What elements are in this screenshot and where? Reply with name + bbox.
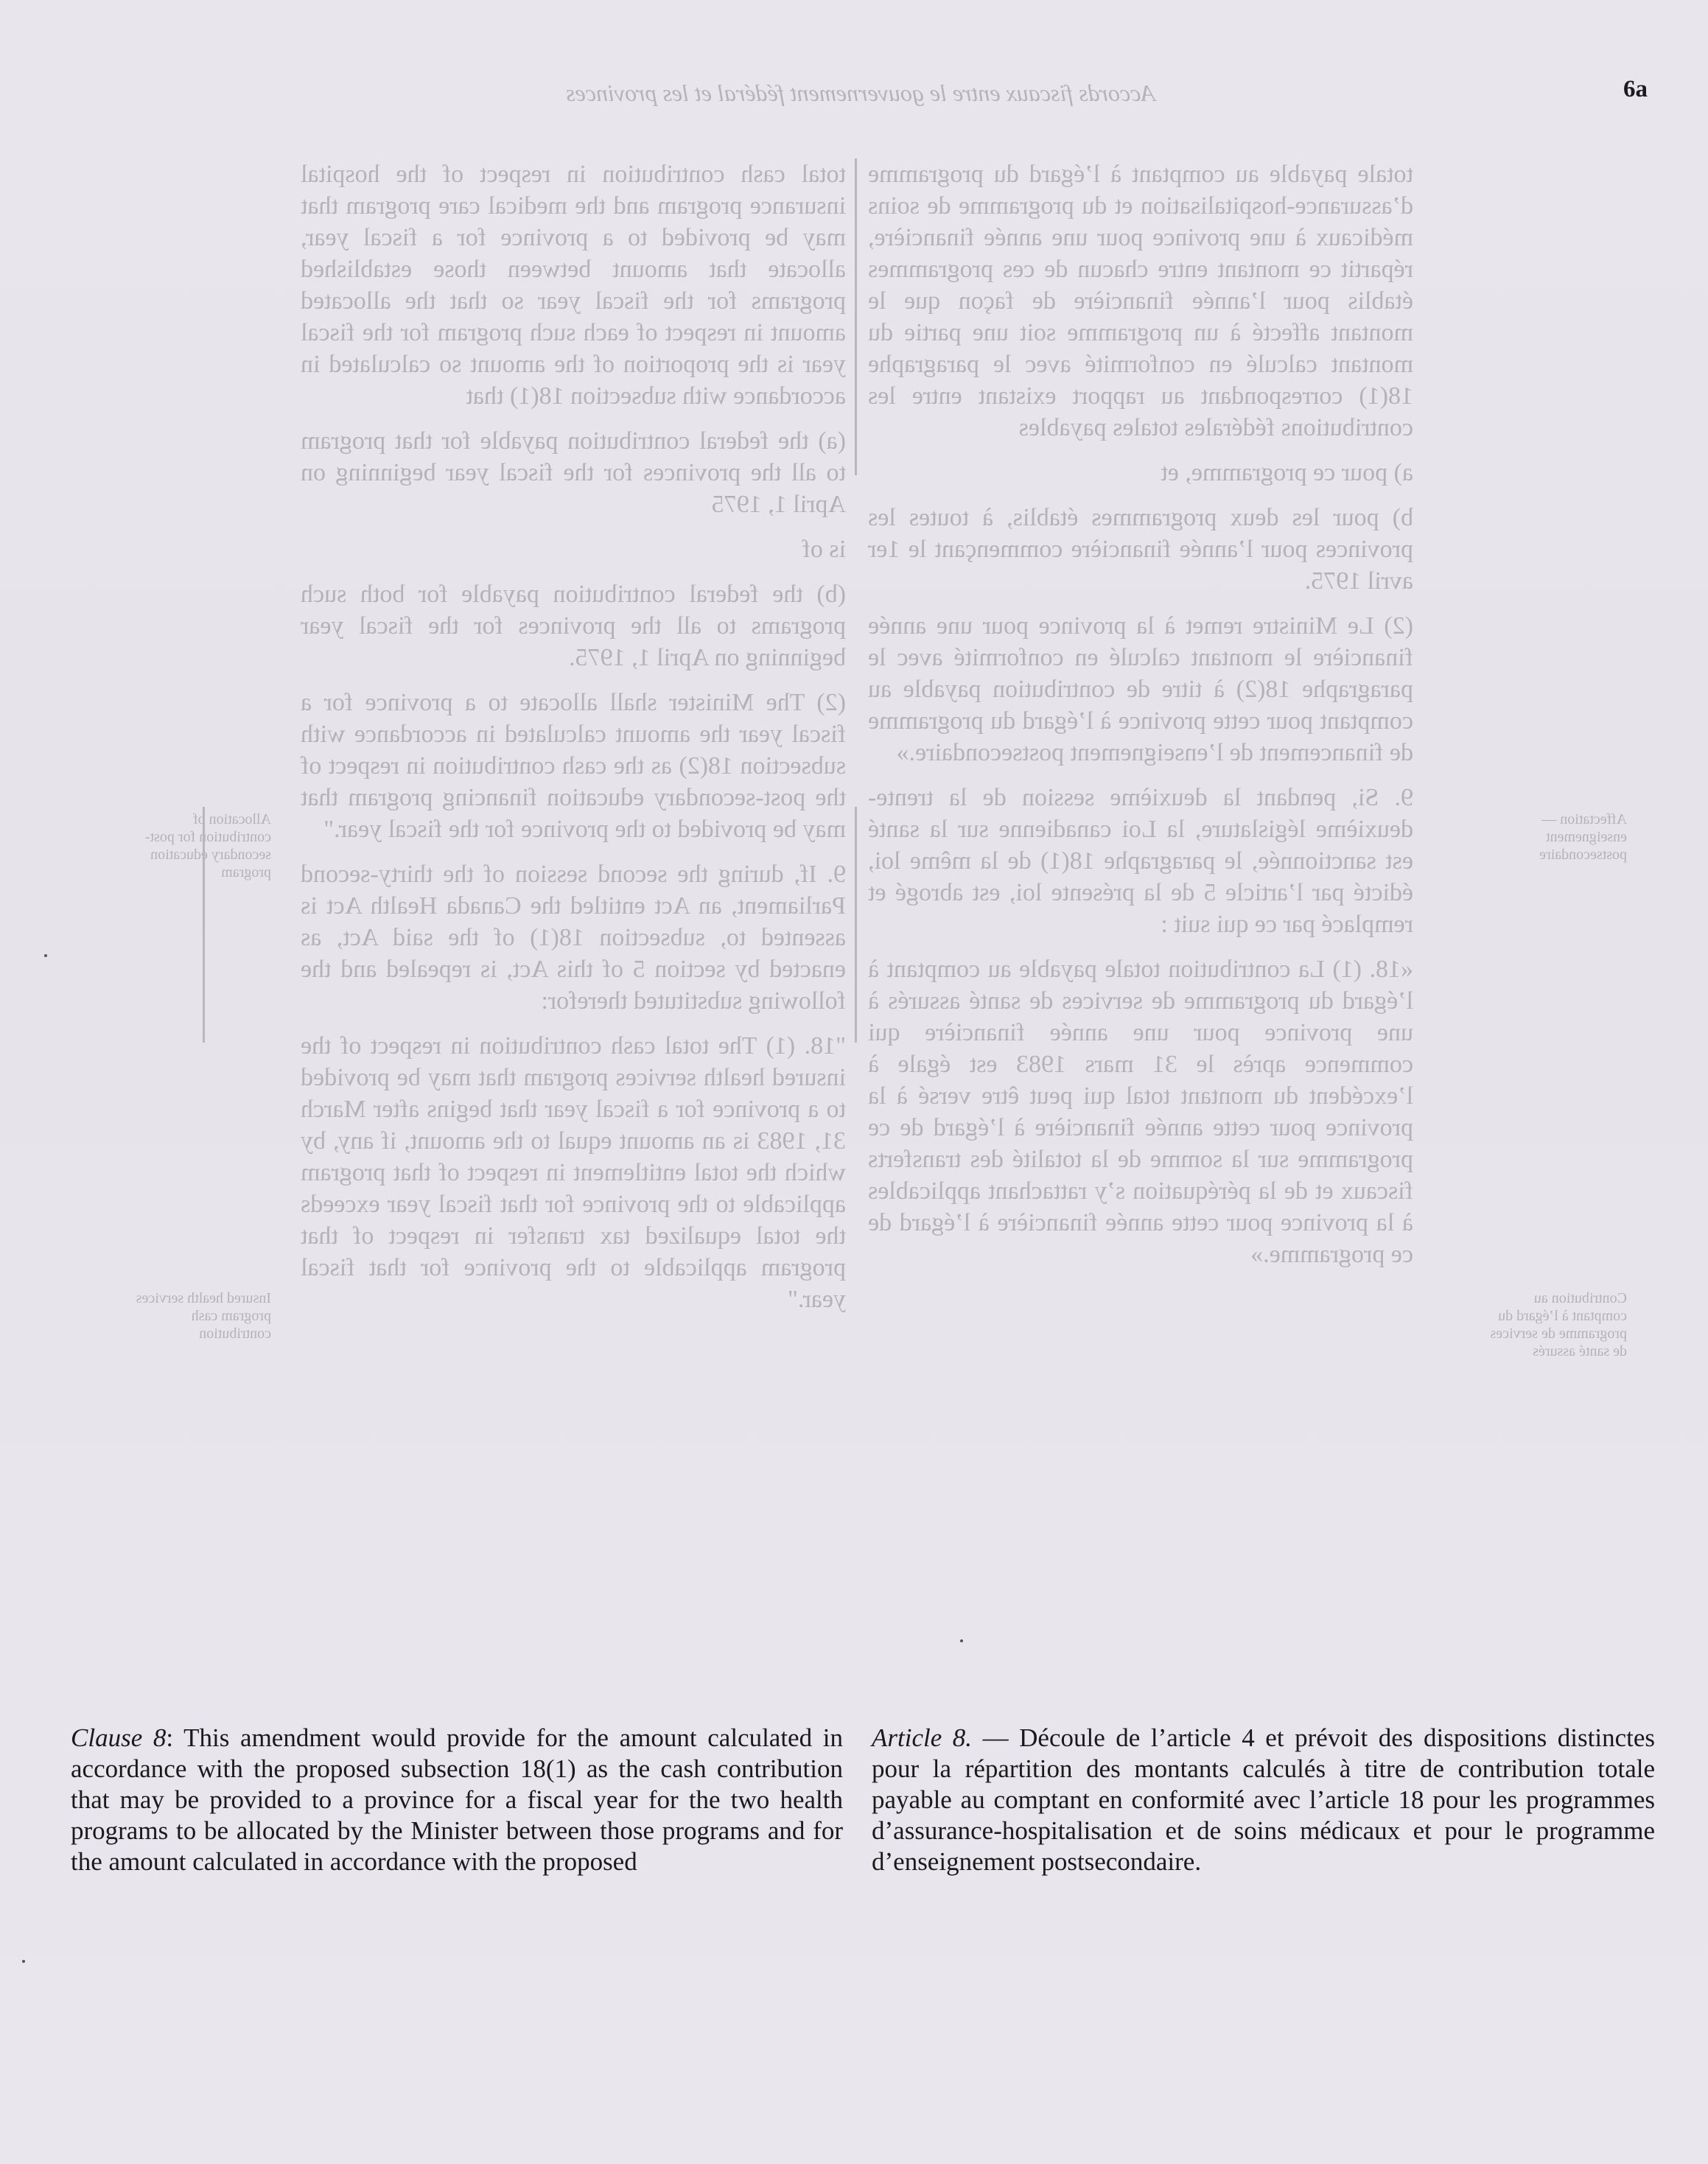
page-number: 6a [1623, 76, 1648, 102]
bleed-through-header: Accords fiscaux entre le gouvernement fédéral et les provinces [566, 80, 1155, 106]
clause-note-french [872, 1723, 1655, 1877]
bleed-through-margin-note: Contribution au comptant à l’égard du programme de services de santé assurés [1490, 1290, 1627, 1359]
bleed-through-rule [855, 158, 857, 475]
bleed-through-margin-note: Affectation — enseignement postsecondaire [1539, 811, 1627, 863]
explanatory-notes [71, 1723, 1655, 1944]
bleed-through-paragraph: (2) The Minister shall allocate to a province for a fiscal year the amount calculated in accordance with subsection 18(2) as the cash contribution in respect of the post-secondary education financing program that may be provided to the province for the fiscal year." [301, 689, 846, 843]
bleed-through-paragraph: is of [802, 536, 846, 563]
bleed-through-right-column [868, 158, 1413, 1284]
bleed-through-paragraph: (2) Le Ministre remet à la province pour une année financière le montant calculé en conformité avec le paragraphe 18(2) à titre de contribution payable au comptant pour cette province à l’égard du programme de financement de l’enseignement postsecondaire.» [868, 612, 1413, 766]
bleed-through-paragraph: b) pour les deux programmes établis, à toutes les provinces pour l’année financière commençant le 1er avril 1975. [868, 504, 1413, 595]
bleed-through-paragraph: (a) the federal contribution payable for that program to all the provinces for the fiscal year beginning on April 1, 1975 [301, 427, 846, 518]
clause-text: : This amendment would provide for the amount calculated in accordance with the proposed subsection 18(1) as the cash contribution that may be provided to a province for a fiscal year for the two health programs to be allocated by the Minister between those programs and for the amount calculated in accordance with the proposed [71, 1723, 843, 1876]
article-label: Article 8. [872, 1723, 973, 1752]
article-text: — Découle de l’article 4 et prévoit des dispositions distinctes pour la répartition des montants calculés à titre de contribution totale payable au comptant en conformité avec l’article 18 pour les programmes d’assurance-hospitalisation et de soins médicaux et pour le programme d’enseignement postsecondaire. [872, 1723, 1655, 1876]
clause-note-english [71, 1723, 843, 1877]
bleed-through-rule [203, 807, 205, 1043]
clause-label: Clause 8 [71, 1723, 167, 1752]
bleed-through-paragraph: «18. (1) La contribution totale payable au comptant à l’égard du programme de services de santé assurés à une province pour une année financière qui commence après le 31 mars 1983 est égale à l’excédent du montant total qui peut être versé à la province pour cette année financière à l’égard de ce programme sur la somme de la totalité des transferts fiscaux et de la péréquation s’y rattachant applicables à la province pour cette année financière à l’égard de ce programme.» [868, 956, 1413, 1268]
bleed-through-rule [855, 807, 857, 1043]
bleed-through-paragraph: 9. If, during the second session of the thirty-second Parliament, an Act entitled the Canada Health Act is assented to, subsection 18(1) of the said Act, as enacted by section 5 of this Act, is repealed and the following substituted therefor: [301, 861, 846, 1015]
bleed-through-margin-note: Allocation of contribution for post-secondary education program [144, 811, 271, 880]
paper-speck [960, 1639, 963, 1642]
bleed-through-paragraph: 9. Si, pendant la deuxième session de la trente-deuxième législature, la Loi canadienne sur la santé est sanctionnée, le paragraphe 18(1) de la même loi, édicté par l’article 5 de la présente loi, est abrogé et remplacé par ce qui suit : [868, 784, 1413, 938]
paper-speck [22, 1960, 25, 1963]
bleed-through-paragraph: total cash contribution in respect of the hospital insurance program and the medical care program that may be provided to a province for a fiscal year, allocate that amount between those established programs for the fiscal year so that the allocated amount in respect of each such program for the fiscal year is the proportion of the amount so calculated in accordance with subsection 18(1) that [301, 161, 846, 410]
bleed-through-paragraph: (b) the federal contribution payable for both such programs to all the provinces for the fiscal year beginning on April 1, 1975. [301, 581, 846, 671]
bleed-through-left-column [301, 158, 846, 1328]
bleed-through-paragraph: totale payable au comptant à l’égard du programme d’assurance-hospitalisation et du programme de soins médicaux à une province pour une année financière, répartit ce montant entre chacun de ces programmes établis pour l’année financière de façon que le montant affecté à un programme soit une partie du montant calculé en conformité avec le paragraphe 18(1) correspondant au rapport existant entre les contributions fédérales totales payables [868, 161, 1413, 441]
paper-speck [44, 954, 47, 957]
bleed-through-paragraph: "18. (1) The total cash contribution in respect of the insured health services program that may be provided to a province for a fiscal year that begins after March 31, 1983 is an amount equal to the amount, if any, by which the total entitlement in respect of that program applicable to the province for that fiscal year exceeds the total equalized tax transfer in respect of that program applicable to the province for that fiscal year." [301, 1032, 846, 1313]
bleed-through-margin-note: Insured health services program cash contribution [136, 1290, 271, 1342]
bleed-through-paragraph: a) pour ce programme, et [1161, 459, 1413, 486]
